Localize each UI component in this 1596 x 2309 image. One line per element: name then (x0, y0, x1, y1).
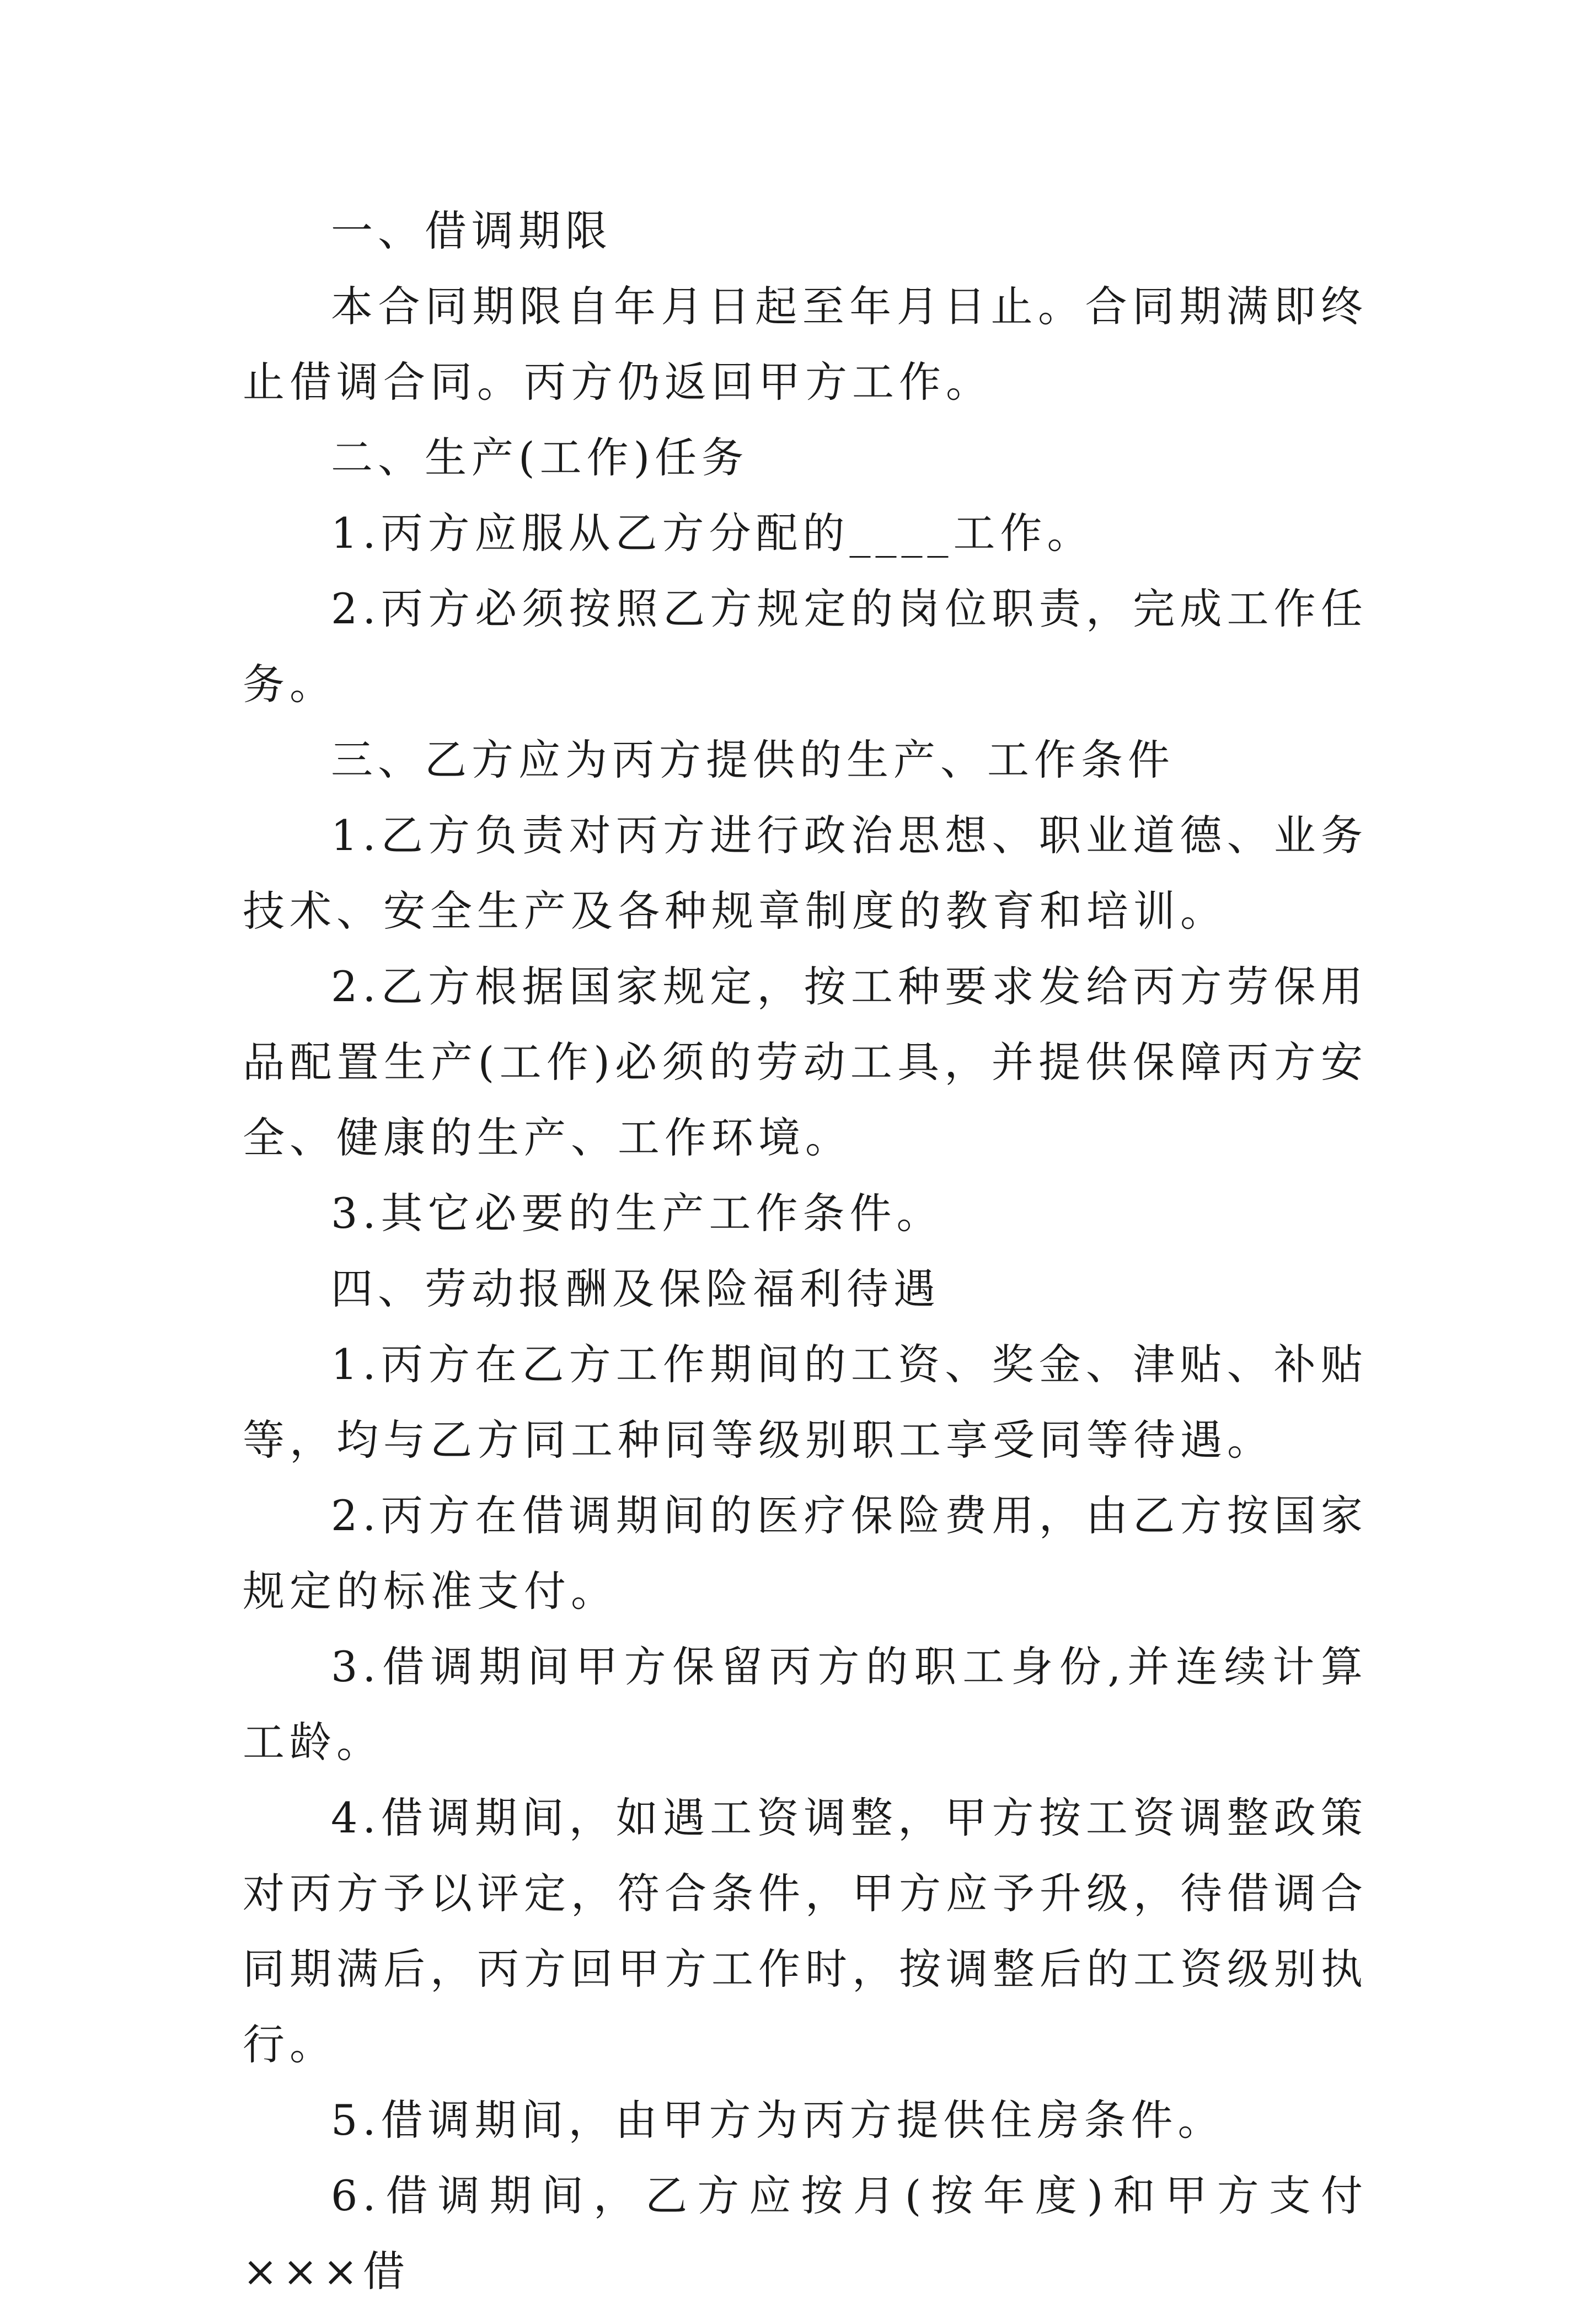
clause-4-3: 3.借调期间甲方保留丙方的职工身份,并连续计算工龄。 (243, 1642, 1368, 1767)
clause-3-1: 1.乙方负责对丙方进行政治思想、职业道德、业务技术、安全生产及各种规章制度的教育和培训。 (243, 811, 1368, 936)
section-heading-production-tasks: 二、生产(工作)任务 (331, 433, 749, 482)
clause-4-5: 5.借调期间，由甲方为丙方提供住房条件。 (331, 2096, 1225, 2145)
clause-3-2: 2.乙方根据国家规定，按工种要求发给丙方劳保用品配置生产(工作)必须的劳动工具，并提供保障丙方安全、健康的生产、工作环境。 (243, 962, 1368, 1162)
clause-3-3: 3.其它必要的生产工作条件。 (331, 1189, 944, 1238)
clause-2-1: 1.丙方应服从乙方分配的____工作。 (331, 509, 1094, 558)
section-heading-remuneration: 四、劳动报酬及保险福利待遇 (331, 1264, 940, 1313)
paragraph-contract-term: 本合同期限自年月日起至年月日止。合同期满即终止借调合同。丙方仍返回甲方工作。 (243, 282, 1368, 407)
document-body (243, 193, 1368, 2309)
clause-4-2: 2.丙方在借调期间的医疗保险费用，由乙方按国家规定的标准支付。 (243, 1491, 1368, 1616)
section-heading-loan-period: 一、借调期限 (331, 206, 612, 255)
clause-4-4: 4.借调期间，如遇工资调整，甲方按工资调整政策对丙方予以评定，符合条件，甲方应予升级，待借调合同期满后，丙方回甲方工作时，按调整后的工资级别执行。 (243, 1793, 1368, 2069)
clause-4-6: 6.借调期间，乙方应按月(按年度)和甲方支付×××借 (243, 2171, 1368, 2296)
section-heading-working-conditions: 三、乙方应为丙方提供的生产、工作条件 (331, 735, 1175, 784)
clause-4-1: 1.丙方在乙方工作期间的工资、奖金、津贴、补贴等，均与乙方同工种同等级别职工享受同等待遇。 (243, 1340, 1368, 1464)
clause-2-2: 2.丙方必须按照乙方规定的岗位职责，完成工作任务。 (243, 584, 1368, 709)
